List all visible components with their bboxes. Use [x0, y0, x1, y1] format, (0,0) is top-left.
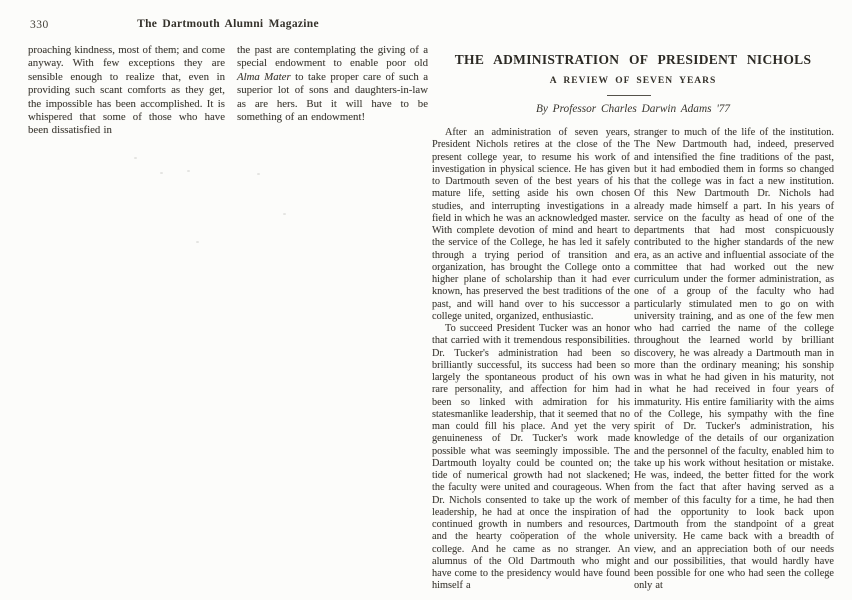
scan-speck [283, 213, 286, 215]
right-page-column-1 [432, 127, 630, 593]
article-byline: By Professor Charles Darwin Adams '77 [535, 103, 731, 115]
article-subtitle: A REVIEW OF SEVEN YEARS [549, 76, 717, 86]
left-page-column-2 [237, 44, 428, 124]
page-number: 330 [30, 19, 49, 31]
article-paragraph-2-continued: stranger to much of the life of the institution. The New Dartmouth had, indeed, preserved and intensified the fine traditions of the past, but it had embodied them in forms so changed that the college was in fact a new institution. Of this New Dartmouth Dr. Nichols had already made himself a part. In his years of service on the faculty as head of one of the departments that had most conspicuously contributed to the higher standards of the new era, as an active and influential associate of the committee that had worked out the new curriculum under the former administration, as one of a group of the faculty who had particularly stimulated men to go on with university training, and as one of the few men who had carried the name of the college throughout the learned world by brilliant discovery, he was already a Dartmouth man in more than the ordinary meaning; his sonship was in what he had given in his maturity, not in what he had received in four years of immaturity. His entire familiarity with the aims of the College, his sympathy with the fine spirit of Dr. Tucker's administration, his knowledge of the details of our organization and the personnel of the faculty, enabled him to take up his work without hesitation or mistake. He was, indeed, the better fitted for the work from the fact that after having served as a member of this faculty for a time, he had then had the opportunity to look back upon Dartmouth from the standpoint of a great university. He came back with a breadth of view, and an appreciation both of our needs and our possibilities, that would hardly have been possible for one who had seen the college only at [634, 127, 834, 592]
running-title: The Dartmouth Alumni Magazine [137, 18, 319, 30]
scan-speck [187, 170, 190, 172]
article-paragraph-1: After an administration of seven years, President Nichols retires at the close of the present college year, to resume his work of investigation in physical science. He has given to Dartmouth seven of the best years of his mature life, setting aside his own chosen studies, and interrupting investigations in a field in which he was an acknowledged master. With complete devotion of mind and heart to the service of the College, he has led it safely through a trying period of transition and organization, has brought the College onto a higher plane of scholarship than it had ever known, has preserved the best traditions of the past, and will hand over to his successor a college united, organized, enthusiastic. [432, 127, 630, 322]
left-page-column-2-text-post: to take proper care of such a superior lot of sons and daughters-in-law as are hers. But it will have to be something of an endowment! [237, 70, 428, 124]
article-paragraph-2: To succeed President Tucker was an honor that carried with it tremendous responsibilities. Dr. Tucker's administration had been so brilliantly successful, its success had been so largely the spontaneous product of his own rare personality, and affection for him had been so linked with admiration for his statesmanlike leadership, that it seemed that no man could fill his place. And yet the very genuineness of Dr. Tucker's work made possible what was seemingly impossible. The Dartmouth loyalty could be counted on; the tide of numerical growth had not slackened; the faculty were united and courageous. When Dr. Nichols consented to take up the work of leadership, he had at once the inspiration of continued growth in numbers and resources, and the hearty coöperation of the whole college. And he came as no stranger. An alumnus of the Old Dartmouth who might have come to the presidency would have found himself a [432, 323, 630, 592]
left-page-column-2-text-pre: the past are contemplating the giving of a special endowment to enable poor old [237, 44, 428, 70]
right-page-column-2 [634, 127, 834, 593]
title-divider-rule [607, 95, 651, 96]
scan-speck [196, 241, 199, 243]
article-title: THE ADMINISTRATION OF PRESIDENT NICHOLS [454, 52, 812, 67]
scan-speck [160, 172, 163, 174]
alma-mater-italic: Alma Mater [237, 70, 291, 83]
left-page-column-1-text: proaching kindness, most of them; and come anyway. With few exceptions they are sensible enough to realize that, even in providing such scant comforts as they get, the impossible has been accomplished. It is whispered that some of those who have been dissatisfied in [28, 44, 226, 137]
scan-speck [257, 173, 260, 175]
scan-speck [134, 157, 137, 159]
left-page-column-1 [28, 44, 225, 138]
